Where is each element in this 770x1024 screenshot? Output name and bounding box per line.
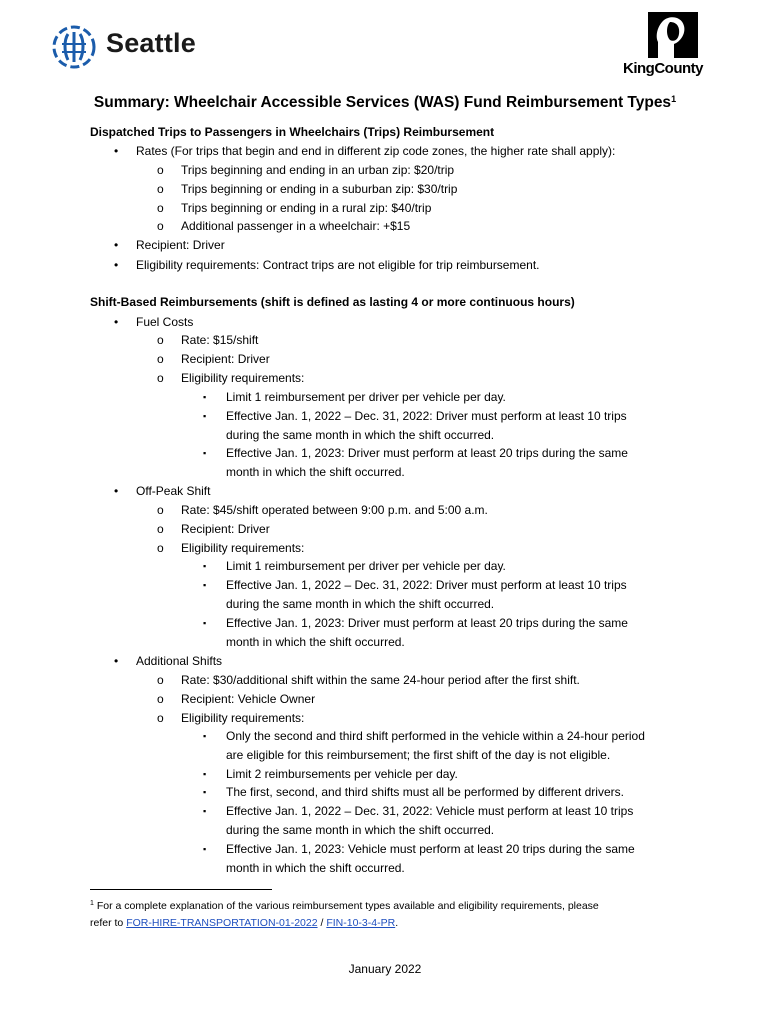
bullet-square: ▪	[203, 787, 207, 797]
additional-eligibility: Eligibility requirements:	[181, 711, 305, 725]
bullet-square: ▪	[203, 448, 207, 458]
bullet-circle: o	[157, 711, 164, 725]
rates-label: Rates (For trips that begin and end in different zip code zones, the higher rate shall apply):	[136, 144, 616, 158]
seattle-wordmark: Seattle	[106, 28, 196, 58]
fuel-eligibility: Eligibility requirements:	[181, 371, 305, 385]
bullet-disc: •	[114, 654, 119, 668]
additional-label: Additional Shifts	[136, 654, 223, 668]
offpeak-req: Effective Jan. 1, 2022 – Dec. 31, 2022: Driver must perform at least 10 trips	[226, 578, 627, 592]
additional-rate: Rate: $30/additional shift within the same 24-hour period after the first shift.	[181, 673, 580, 687]
offpeak-eligibility: Eligibility requirements:	[181, 541, 305, 555]
bullet-disc: •	[114, 484, 119, 498]
bullet-disc: •	[114, 258, 119, 272]
footnote-mark: 1	[90, 900, 94, 907]
king-county-wordmark: KingCounty	[623, 60, 703, 77]
additional-req: Effective Jan. 1, 2023: Vehicle must perform at least 20 trips during the same	[226, 842, 635, 856]
bullet-circle: o	[157, 522, 164, 536]
fuel-req-cont: during the same month in which the shift occurred.	[226, 428, 495, 442]
fuel-costs-label: Fuel Costs	[136, 315, 194, 329]
policy-link-for-hire[interactable]: FOR-HIRE-TRANSPORTATION-01-2022	[126, 917, 318, 929]
policy-link-fin[interactable]: FIN-10-3-4-PR	[326, 917, 396, 929]
offpeak-req: Limit 1 reimbursement per driver per vehicle per day.	[226, 559, 506, 573]
footnote-line2: refer to FOR-HIRE-TRANSPORTATION-01-2022 / FIN-10-3-4-PR.	[90, 917, 399, 929]
bullet-circle: o	[157, 503, 164, 517]
fuel-req-cont: month in which the shift occurred.	[226, 465, 405, 479]
additional-recipient: Recipient: Vehicle Owner	[181, 692, 316, 706]
recipient-driver: Recipient: Driver	[136, 238, 225, 252]
rate-item: Trips beginning and ending in an urban zip: $20/trip	[181, 163, 455, 177]
bullet-circle: o	[157, 163, 164, 177]
bullet-circle: o	[157, 673, 164, 687]
bullet-circle: o	[157, 352, 164, 366]
offpeak-recipient: Recipient: Driver	[181, 522, 270, 536]
fuel-recipient: Recipient: Driver	[181, 352, 270, 366]
additional-req-cont: are eligible for this reimbursement; the first shift of the day is not eligible.	[226, 748, 611, 762]
bullet-disc: •	[114, 144, 119, 158]
fuel-req: Limit 1 reimbursement per driver per vehicle per day.	[226, 390, 506, 404]
seattle-logo	[50, 22, 210, 72]
bullet-disc: •	[114, 238, 119, 252]
bullet-square: ▪	[203, 411, 207, 421]
footnote-divider	[90, 889, 272, 890]
king-county-logo	[615, 12, 725, 82]
footnote-line1: $^1$ For a complete explanation of the various reimbursement types available and eligibility requirements, please	[90, 900, 599, 912]
offpeak-label: Off-Peak Shift	[136, 484, 211, 498]
bullet-circle: o	[157, 219, 164, 233]
bullet-square: ▪	[203, 618, 207, 628]
rate-item: Trips beginning or ending in a suburban zip: $30/trip	[181, 182, 458, 196]
rate-item: Additional passenger in a wheelchair: +$15	[181, 219, 411, 233]
additional-req: Only the second and third shift performed in the vehicle within a 24-hour period	[226, 729, 645, 743]
document-date: January 2022	[348, 962, 422, 976]
offpeak-req-cont: during the same month in which the shift occurred.	[226, 597, 495, 611]
fuel-req: Effective Jan. 1, 2023: Driver must perform at least 20 trips during the same	[226, 446, 628, 460]
section-heading-shifts: Shift-Based Reimbursements (shift is defined as lasting 4 or more continuous hours)	[90, 295, 575, 309]
title-footnote-mark: 1	[671, 94, 677, 104]
bullet-square: ▪	[203, 731, 207, 741]
bullet-square: ▪	[203, 561, 207, 571]
bullet-circle: o	[157, 333, 164, 347]
additional-req: Limit 2 reimbursements per vehicle per day.	[226, 767, 458, 781]
additional-req-cont: during the same month in which the shift occurred.	[226, 823, 495, 837]
section-heading-trips: Dispatched Trips to Passengers in Wheelchairs (Trips) Reimbursement	[90, 125, 495, 139]
eligibility-note: Eligibility requirements: Contract trips are not eligible for trip reimbursement.	[136, 258, 540, 272]
bullet-square: ▪	[203, 392, 207, 402]
additional-req-cont: month in which the shift occurred.	[226, 861, 405, 875]
page-title: Summary: Wheelchair Accessible Services (WAS) Fund Reimbursement Types$^1$	[93, 94, 677, 111]
additional-req: Effective Jan. 1, 2022 – Dec. 31, 2022: Vehicle must perform at least 10 trips	[226, 804, 634, 818]
bullet-square: ▪	[203, 806, 207, 816]
bullet-circle: o	[157, 182, 164, 196]
offpeak-req-cont: month in which the shift occurred.	[226, 635, 405, 649]
bullet-square: ▪	[203, 580, 207, 590]
offpeak-rate: Rate: $45/shift operated between 9:00 p.m. and 5:00 a.m.	[181, 503, 488, 517]
king-county-portrait-icon	[648, 12, 698, 58]
bullet-circle: o	[157, 692, 164, 706]
seattle-seal-icon	[50, 22, 98, 72]
fuel-req: Effective Jan. 1, 2022 – Dec. 31, 2022: Driver must perform at least 10 trips	[226, 409, 627, 423]
fuel-rate: Rate: $15/shift	[181, 333, 259, 347]
bullet-circle: o	[157, 201, 164, 215]
offpeak-req: Effective Jan. 1, 2023: Driver must perform at least 20 trips during the same	[226, 616, 628, 630]
bullet-square: ▪	[203, 844, 207, 854]
rate-item: Trips beginning or ending in a rural zip: $40/trip	[181, 201, 432, 215]
bullet-circle: o	[157, 371, 164, 385]
bullet-square: ▪	[203, 769, 207, 779]
bullet-circle: o	[157, 541, 164, 555]
bullet-disc: •	[114, 315, 119, 329]
additional-req: The first, second, and third shifts must all be performed by different drivers.	[226, 785, 624, 799]
